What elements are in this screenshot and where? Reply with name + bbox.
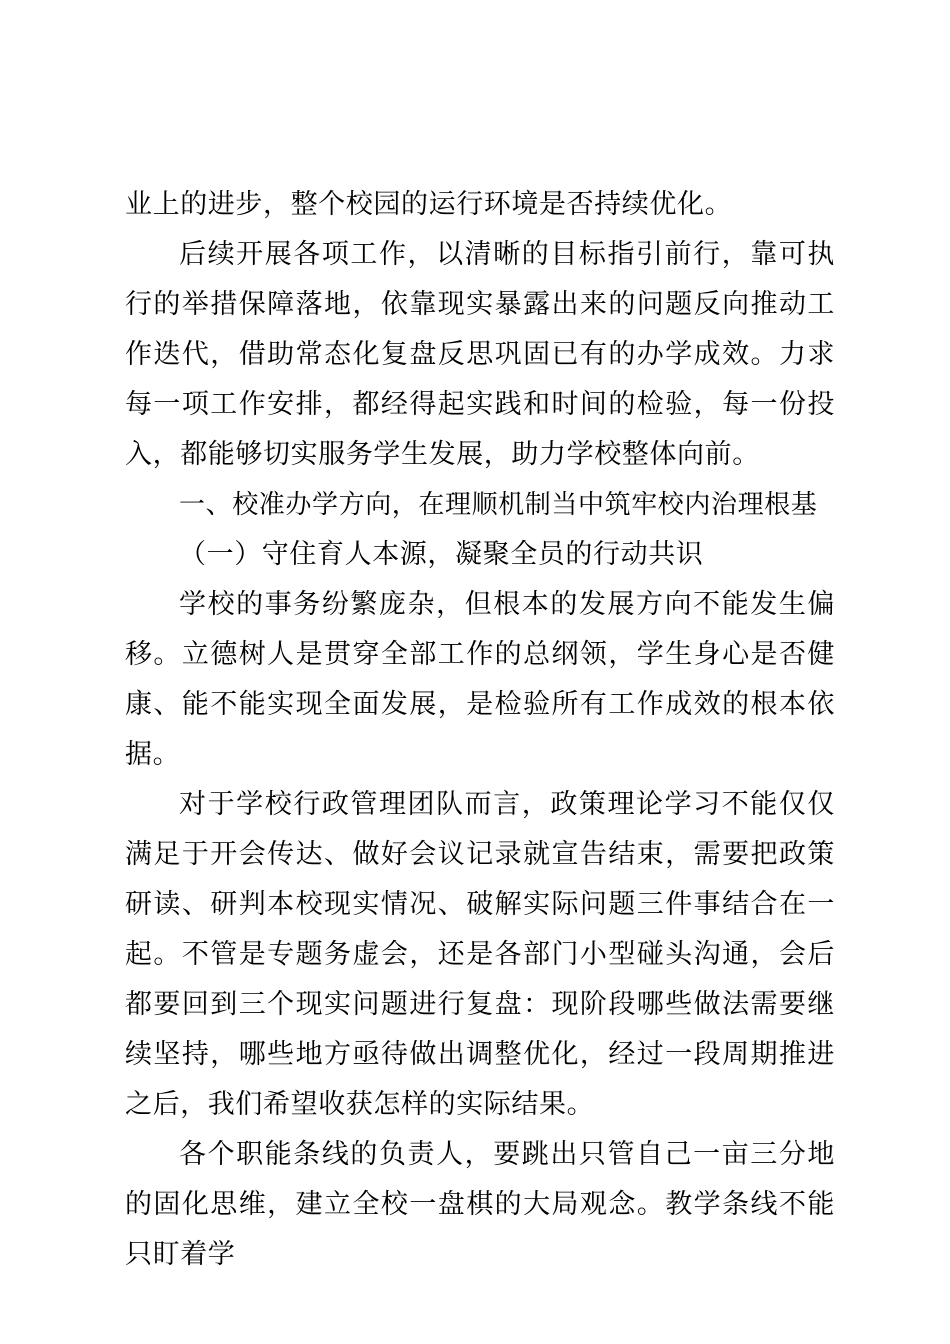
paragraph-admin-team-study: 对于学校行政管理团队而言，政策理论学习不能仅仅满足于开会传达、做好会议记录就宣告结束，需要把政策研读、研判本校现实情况、破解实际问题三件事结合在一起。不管是专题务虚会，还是各部门小型碰头沟通，会后都要回到三个现实问题进行复盘：现阶段哪些做法需要继续坚持，哪些地方亟待做出调整优化，经过一段周期推进之后，我们希望收获怎样的实际结果。 [125, 789, 835, 1120]
paragraph-education-direction: 学校的事务纷繁庞杂，但根本的发展方向不能发生偏移。立德树人是贯穿全部工作的总纲领，学生身心是否健康、能不能实现全面发展，是检验所有工作成效的根本依据。 [125, 589, 835, 770]
section-heading-1: 一、校准办学方向，在理顺机制当中筑牢校内治理根基 [179, 490, 818, 520]
paragraph-follow-up-work: 后续开展各项工作，以清晰的目标指引前行，靠可执行的举措保障落地，依靠现实暴露出来的问题反向推动工作迭代，借助常态化复盘反思巩固已有的办学成效。力求每一项工作安排，都经得起实践和时间的检验，每一份投入，都能够切实服务学生发展，助力学校整体向前。 [125, 239, 835, 470]
paragraph-department-leaders: 各个职能条线的负责人，要跳出只管自己一亩三分地的固化思维，建立全校一盘棋的大局观念。教学条线不能只盯着学 [125, 1139, 835, 1270]
subsection-heading-1-1: （一）守住育人本源，凝聚全员的行动共识 [179, 539, 704, 570]
document-body [125, 180, 835, 1280]
paragraph-continuation: 业上的进步，整个校园的运行环境是否持续优化。 [125, 189, 733, 220]
